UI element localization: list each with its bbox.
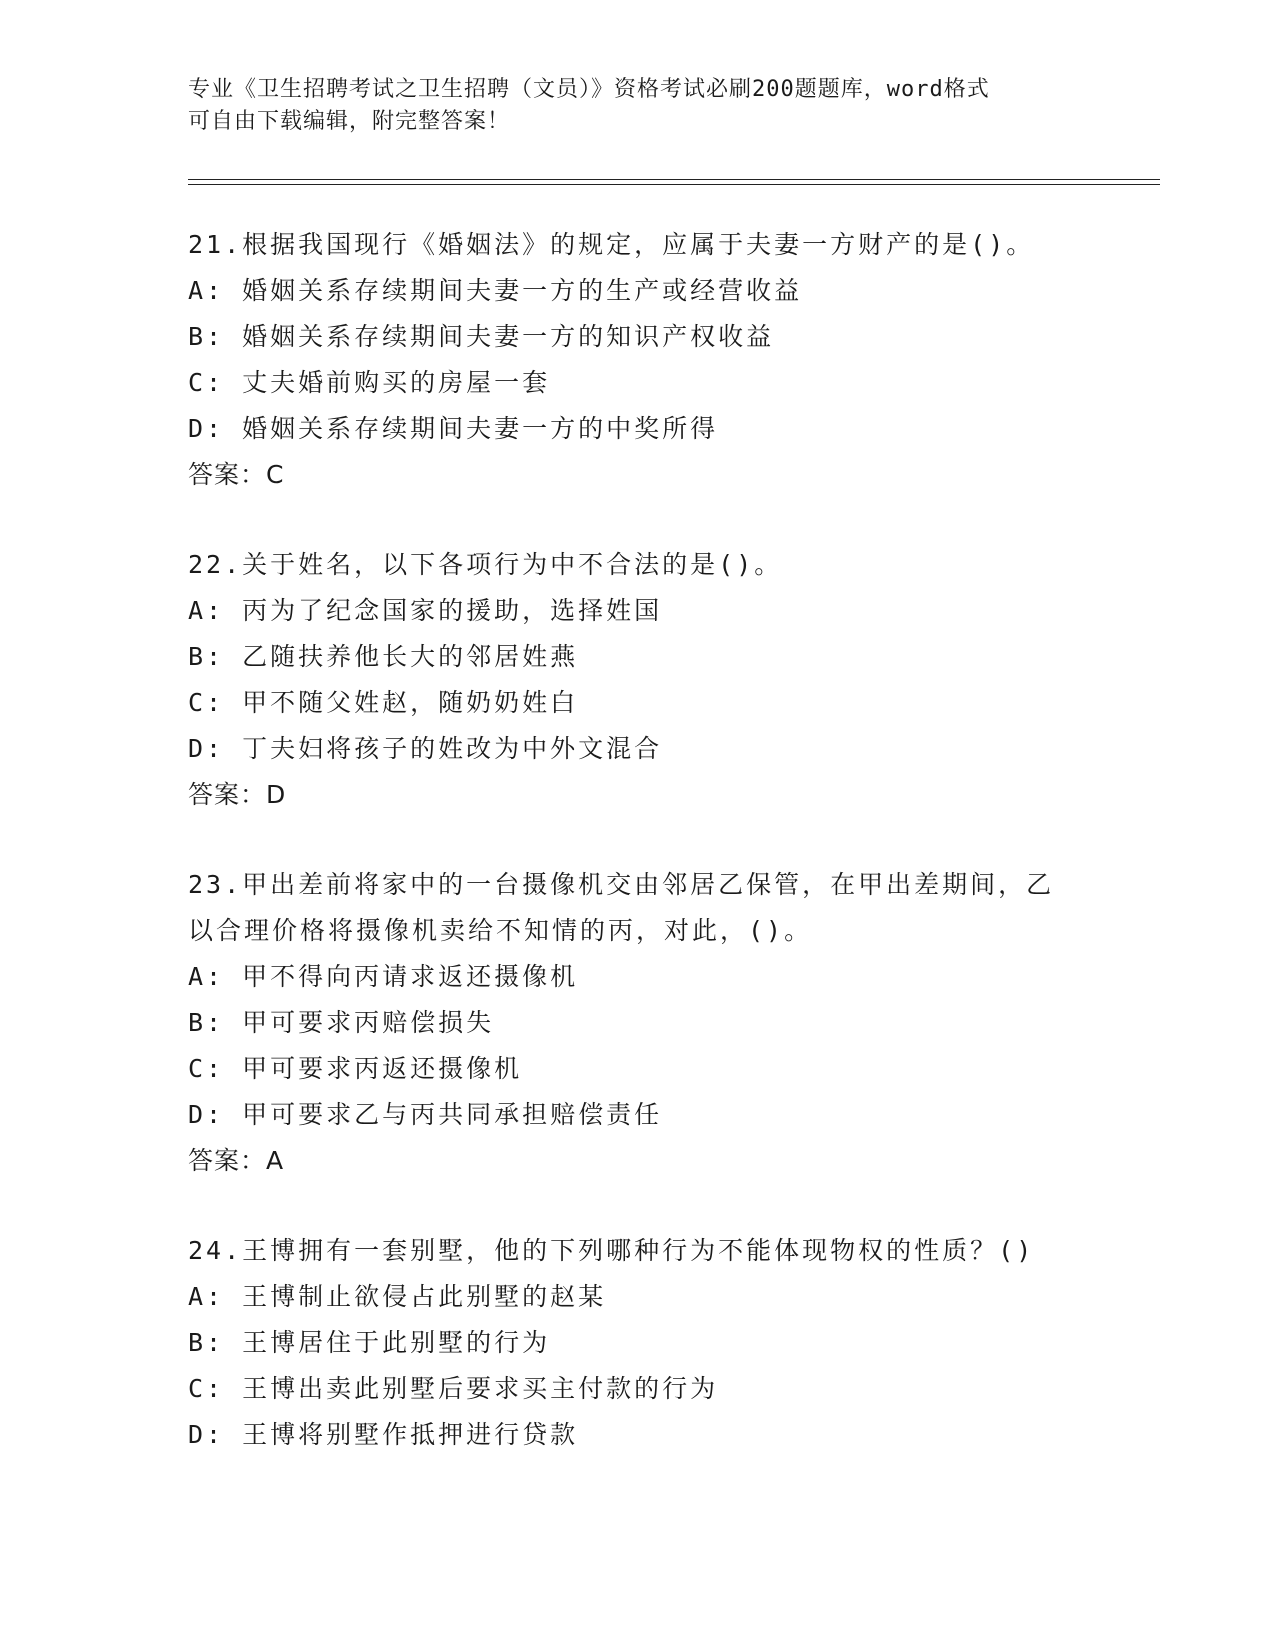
question-stem-line-2: 以合理价格将摄像机卖给不知情的丙，对此，()。 bbox=[188, 916, 813, 945]
option-b: B: 婚姻关系存续期间夫妻一方的知识产权收益 bbox=[188, 322, 775, 351]
answer-text: 答案：C bbox=[188, 460, 285, 489]
question-stem: 21.根据我国现行《婚姻法》的规定，应属于夫妻一方财产的是()。 bbox=[188, 230, 1035, 259]
answer-text: 答案：A bbox=[188, 1146, 285, 1175]
option-b: B: 乙随扶养他长大的邻居姓燕 bbox=[188, 642, 579, 671]
option-c: C: 丈夫婚前购买的房屋一套 bbox=[188, 368, 551, 397]
question-stem: 22.关于姓名，以下各项行为中不合法的是()。 bbox=[188, 550, 783, 579]
answer-text: 答案：D bbox=[188, 780, 287, 809]
option-d: D: 王博将别墅作抵押进行贷款 bbox=[188, 1420, 579, 1449]
option-d: D: 甲可要求乙与丙共同承担赔偿责任 bbox=[188, 1100, 663, 1129]
option-a: A: 甲不得向丙请求返还摄像机 bbox=[188, 962, 579, 991]
option-c: C: 甲不随父姓赵，随奶奶姓白 bbox=[188, 688, 579, 717]
header-divider-top bbox=[188, 179, 1160, 180]
option-a: A: 丙为了纪念国家的援助，选择姓国 bbox=[188, 596, 663, 625]
question-22 bbox=[188, 542, 1088, 818]
option-b: B: 甲可要求丙赔偿损失 bbox=[188, 1008, 495, 1037]
document-header bbox=[188, 74, 1088, 138]
option-d: D: 丁夫妇将孩子的姓改为中外文混合 bbox=[188, 734, 663, 763]
question-21 bbox=[188, 222, 1088, 498]
option-c: C: 王博出卖此别墅后要求买主付款的行为 bbox=[188, 1374, 719, 1403]
question-stem-line-1: 23.甲出差前将家中的一台摄像机交由邻居乙保管，在甲出差期间，乙 bbox=[188, 870, 1055, 899]
header-line-1: 专业《卫生招聘考试之卫生招聘（文员）》资格考试必刷200题题库，word格式 bbox=[188, 77, 990, 102]
option-b: B: 王博居住于此别墅的行为 bbox=[188, 1328, 551, 1357]
option-a: A: 婚姻关系存续期间夫妻一方的生产或经营收益 bbox=[188, 276, 803, 305]
header-line-2: 可自由下载编辑，附完整答案！ bbox=[188, 109, 511, 134]
option-c: C: 甲可要求丙返还摄像机 bbox=[188, 1054, 523, 1083]
question-stem: 24.王博拥有一套别墅，他的下列哪种行为不能体现物权的性质？() bbox=[188, 1236, 1035, 1265]
question-24 bbox=[188, 1228, 1088, 1458]
option-a: A: 王博制止欲侵占此别墅的赵某 bbox=[188, 1282, 607, 1311]
question-23 bbox=[188, 862, 1088, 1184]
option-d: D: 婚姻关系存续期间夫妻一方的中奖所得 bbox=[188, 414, 719, 443]
header-divider-bottom bbox=[188, 184, 1160, 185]
